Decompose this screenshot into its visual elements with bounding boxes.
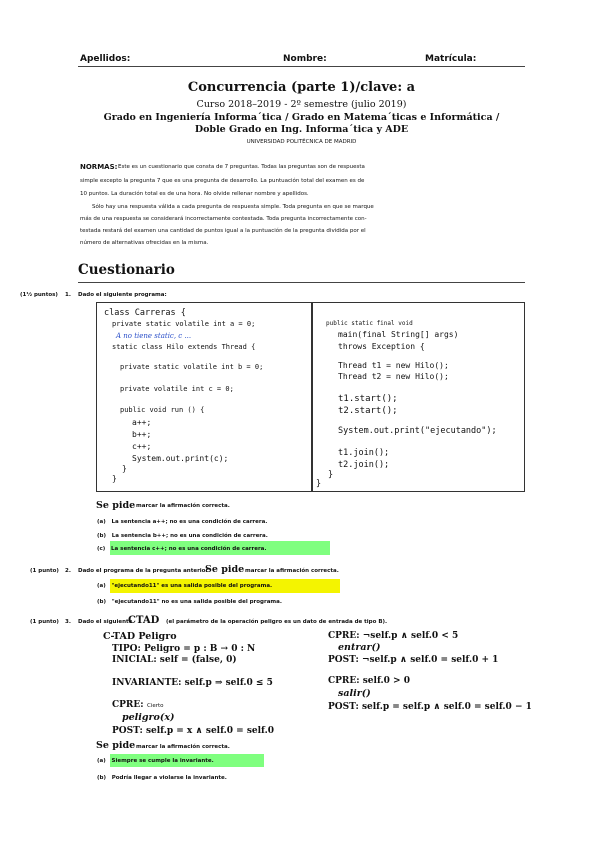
ctad-post-entrar: POST: ¬self.p ∧ self.0 = self.0 + 1 — [328, 655, 499, 665]
q3-prompt-2: (el parámetro de la operación peligro es un dato de entrada de tipo B). — [166, 619, 388, 625]
q1-number: 1. — [65, 292, 71, 298]
ctad-invariante: INVARIANTE: self.p ⇒ self.0 ≤ 5 — [112, 678, 273, 688]
ctad-tipo: TIPO: Peligro = p : B → 0 : N — [112, 644, 256, 654]
ctad-name: C-TAD Peligro — [103, 631, 177, 642]
option-text: La sentencia a++; no es una condición de carrera. — [111, 519, 268, 525]
q3-number: 3. — [65, 619, 71, 625]
q1-option-c[interactable] — [97, 546, 266, 552]
ctad-entrar: entrar() — [338, 642, 381, 653]
ctad-post-salir: POST: self.p = self.p ∧ self.0 = self.0 − 1 — [328, 702, 532, 712]
code-line: } — [328, 470, 334, 480]
q3-se-pide: Se pide — [96, 740, 136, 751]
option-text: Siempre se cumple la invariante. — [111, 758, 214, 764]
university-line: UNIVERSIDAD POLITÉCNICA DE MADRID — [246, 139, 357, 145]
code-line: private static volatile int b = 0; — [120, 363, 264, 371]
degree-line-2: Doble Grado en Ing. Informa´tica y ADE — [194, 124, 409, 135]
code-line: t2.join(); — [338, 460, 390, 470]
ctad-peligro: peligro(x) — [122, 712, 175, 723]
option-text: Podría llegar a violarse la invariante. — [111, 775, 227, 781]
handwritten-note: A no tiene static, c ... — [116, 332, 192, 340]
normas-line: testada restará del examen una cantidad de puntos igual a la puntuación de la pregunta dividida por el — [80, 228, 366, 234]
option-label: (b) — [97, 599, 106, 605]
ctad-cpre-entrar: CPRE: ¬self.p ∧ self.0 < 5 — [328, 631, 459, 641]
option-label: (a) — [97, 519, 106, 525]
code-line: public void run () { — [120, 406, 205, 414]
normas-line: Sólo hay una respuesta válida a cada pregunta de respuesta simple. Toda pregunta en que se marque — [92, 204, 374, 210]
option-text: "ejecutando11" es una salida posible del programa. — [111, 583, 273, 589]
ctad-post-peligro: POST: self.p = x ∧ self.0 = self.0 — [112, 726, 274, 736]
section-rule — [78, 282, 525, 283]
ctad-cpre-value: Cierto — [147, 703, 164, 709]
q2-number: 2. — [65, 568, 71, 574]
code-line: private static volatile int a = 0; — [112, 320, 256, 328]
code-line: a++; — [132, 418, 152, 427]
ctad-cpre-label: CPRE: — [112, 700, 144, 710]
q1-points: (1½ puntos) — [20, 292, 58, 298]
option-label: (a) — [97, 758, 106, 764]
ctad-inicial: INICIAL: self = (false, 0) — [112, 655, 237, 665]
q2-instruction: marcar la afirmación correcta. — [245, 568, 339, 574]
code-line: t1.start(); — [338, 394, 398, 404]
ctad-cpre-salir: CPRE: self.0 > 0 — [328, 676, 410, 686]
code-line: } — [122, 464, 127, 473]
q3-option-b[interactable] — [97, 775, 227, 781]
option-text: La sentencia b++; no es una condición de carrera. — [111, 533, 268, 539]
code-box-left — [96, 302, 313, 492]
code-line: } — [316, 479, 322, 489]
normas-label: NORMAS: — [80, 163, 118, 171]
ctad-salir: salir() — [338, 688, 371, 699]
normas-line: número de alternativas ofrecidas en la misma. — [80, 240, 209, 246]
code-line: c++; — [132, 442, 152, 451]
code-line: b++; — [132, 430, 152, 439]
q2-se-pide: Se pide — [205, 564, 245, 575]
apellidos-label: Apellidos: — [80, 54, 131, 64]
q2-option-b[interactable] — [97, 599, 282, 605]
course-line: Curso 2018–2019 - 2º semestre (julio 2019) — [196, 99, 407, 110]
option-label: (b) — [97, 533, 106, 539]
q2-option-a[interactable] — [97, 583, 272, 589]
code-line: Thread t1 = new Hilo(); — [338, 361, 449, 370]
header-rule — [78, 66, 525, 67]
normas-line: más de una respuesta se considerará incorrectamente contestada. Toda pregunta incorrectamente con- — [80, 216, 367, 222]
option-label: (c) — [97, 546, 106, 552]
q2-points: (1 punto) — [30, 568, 59, 574]
code-line: t2.start(); — [338, 406, 398, 416]
code-line: private volatile int c = 0; — [120, 385, 234, 393]
option-label: (b) — [97, 775, 106, 781]
option-text: "ejecutando11" no es una salida posible del programa. — [111, 599, 282, 605]
option-label: (a) — [97, 583, 106, 589]
q1-option-b[interactable] — [97, 533, 268, 539]
q3-prompt: Dado el siguiente — [78, 619, 133, 625]
normas-line: Este es un cuestionario que consta de 7 preguntas. Todas las preguntas son de respuesta — [118, 164, 365, 170]
option-text: La sentencia c++; no es una condición de carrera. — [111, 546, 267, 552]
code-line: System.out.print(c); — [132, 454, 229, 463]
code-line: static class Hilo extends Thread { — [112, 343, 256, 351]
q3-instruction: marcar la afirmación correcta. — [136, 744, 230, 750]
q3-points: (1 punto) — [30, 619, 59, 625]
code-line: } — [112, 474, 117, 483]
code-line: throws Exception { — [338, 342, 425, 351]
code-line: class Carreras { — [104, 308, 186, 318]
code-line: public static final void — [326, 320, 413, 327]
matricula-label: Matrícula: — [425, 54, 477, 64]
q1-option-a[interactable] — [97, 519, 267, 525]
code-line: System.out.print("ejecutando"); — [338, 426, 497, 436]
code-line: t1.join(); — [338, 448, 390, 458]
normas-line: simple excepto la pregunta 7 que es una pregunta de desarrollo. La puntuación total del examen es de — [80, 178, 365, 184]
page-title: Concurrencia (parte 1)/clave: a — [187, 80, 416, 95]
degree-line-1: Grado en Ingeniería Informa´tica / Grado en Matema´ticas e Informática / — [103, 112, 500, 123]
q1-prompt: Dado el siguiente programa: — [78, 292, 167, 298]
normas-line: 10 puntos. La duración total es de una hora. No olvide rellenar nombre y apellidos. — [80, 191, 309, 197]
section-title: Cuestionario — [78, 262, 175, 278]
q3-ctad: CTAD — [128, 615, 160, 626]
q1-se-pide: Se pide — [96, 500, 136, 511]
q1-instruction: marcar la afirmación correcta. — [136, 503, 230, 509]
nombre-label: Nombre: — [283, 54, 327, 64]
code-line: main(final String[] args) — [338, 330, 459, 339]
q2-prompt: Dado el programa de la pregunta anterior — [78, 568, 209, 574]
q3-option-a[interactable] — [97, 758, 214, 764]
code-line: Thread t2 = new Hilo(); — [338, 372, 449, 381]
